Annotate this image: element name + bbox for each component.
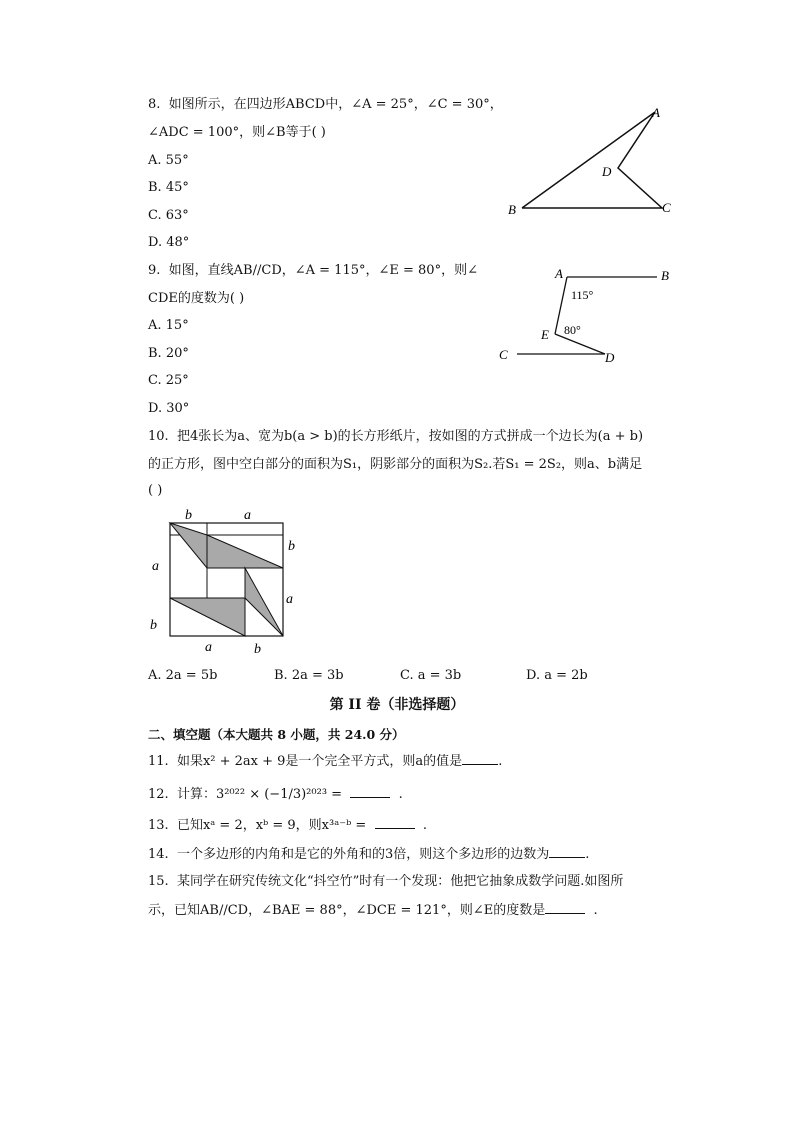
q8-line1 xyxy=(148,96,503,114)
q9-number: 9. xyxy=(148,263,161,278)
q8-option-d: D. 48° xyxy=(148,235,190,250)
q10-label-right-b: b xyxy=(288,539,295,554)
q10-label-top-b: b xyxy=(185,508,192,523)
q10-text-3: ( ) xyxy=(148,483,163,498)
q12-answer-blank[interactable] xyxy=(350,785,390,798)
q9-label-d: D xyxy=(605,350,615,365)
q13-number: 13. xyxy=(148,818,169,833)
q10-text-1: 把4张长为a、宽为b(a > b)的长方形纸片，按如图的方式拼成一个边长为(a + b) xyxy=(176,429,644,444)
q9-text-2: CDE的度数为( ) xyxy=(148,291,245,306)
q10-label-right-a: a xyxy=(286,592,293,607)
q8-label-a: A xyxy=(652,105,660,120)
q10-label-bottom-b: b xyxy=(254,642,261,657)
q10-label-left-b: b xyxy=(150,618,157,633)
q9-text-1: 如图，直线AB//CD，∠A = 115°，∠E = 80°，则∠ xyxy=(168,263,478,278)
q10-label-left-a: a xyxy=(152,559,159,574)
q10-figure xyxy=(140,500,310,660)
q14 xyxy=(148,845,589,864)
q12-number: 12. xyxy=(148,787,169,802)
q10-line1 xyxy=(148,428,643,446)
q11 xyxy=(148,752,502,771)
q15-text-1: 某同学在研究传统文化“抖空竹”时有一个发现：他把它抽象成数学问题.如图所 xyxy=(176,874,624,889)
q10-option-c: C. a = 3b xyxy=(400,668,462,683)
q10-shaded-triangle-1 xyxy=(170,523,207,568)
q9-label-a: A xyxy=(555,266,563,281)
q8-option-c: C. 63° xyxy=(148,208,189,223)
q9-option-a: A. 15° xyxy=(148,318,189,333)
q14-answer-blank[interactable] xyxy=(549,845,585,858)
q9-segment-ed xyxy=(555,334,605,354)
q11-period: . xyxy=(498,754,503,769)
q14-number: 14. xyxy=(148,847,169,862)
q9-option-c: C. 25° xyxy=(148,373,189,388)
q10-label-top-a: a xyxy=(244,508,251,523)
q8-option-a: A. 55° xyxy=(148,153,189,168)
q9-angle-a-label: 115° xyxy=(571,288,594,302)
q11-text: 如果x² + 2ax + 9是一个完全平方式，则a的值是 xyxy=(176,754,463,769)
q15-number: 15. xyxy=(148,874,169,889)
q11-answer-blank[interactable] xyxy=(462,752,498,765)
q9-label-b: B xyxy=(661,268,669,283)
q10-option-b: B. 2a = 3b xyxy=(274,668,344,683)
q14-period: . xyxy=(585,847,590,862)
q8-label-c: C xyxy=(662,200,671,215)
fill-in-heading: 二、填空题（本大题共 8 小题，共 24.0 分） xyxy=(148,727,405,742)
q13-text: 已知xᵃ = 2，xᵇ = 9，则x³ᵃ⁻ᵇ = xyxy=(176,818,367,833)
q10-shaded-triangle-4 xyxy=(170,598,245,636)
q12-period: . xyxy=(398,787,403,802)
q15-line1 xyxy=(148,873,623,891)
q10-label-bottom-a: a xyxy=(205,640,212,655)
q8-text-2: ∠ADC = 100°，则∠B等于( ) xyxy=(148,125,326,140)
q8-text-1: 如图所示，在四边形ABCD中，∠A = 25°，∠C = 30°， xyxy=(168,97,503,112)
q14-text: 一个多边形的内角和是它的外角和的3倍，则这个多边形的边数为 xyxy=(176,847,550,862)
q13-period: . xyxy=(422,818,428,833)
q15-line2 xyxy=(148,901,598,920)
q15-period: . xyxy=(593,903,598,918)
q11-number: 11. xyxy=(148,754,169,769)
section-2-title: 第 II 卷（非选择题） xyxy=(329,697,465,713)
q9-label-c: C xyxy=(499,347,508,362)
q12 xyxy=(148,785,403,804)
q10-shaded-triangle-2 xyxy=(207,535,283,568)
q8-option-b: B. 45° xyxy=(148,180,189,195)
q10-shaded-triangle-3 xyxy=(245,568,283,636)
q8-label-d: D xyxy=(602,164,612,179)
q10-number: 10. xyxy=(148,429,169,444)
q9-angle-e-label: 80° xyxy=(564,323,581,337)
q9-line1 xyxy=(148,262,478,280)
q9-figure xyxy=(495,262,685,372)
q10-option-a: A. 2a = 5b xyxy=(148,668,218,683)
q15-answer-blank[interactable] xyxy=(545,901,585,914)
q15-text-2: 示，已知AB//CD，∠BAE = 88°，∠DCE = 121°，则∠E的度数是 xyxy=(148,903,546,918)
q9-option-d: D. 30° xyxy=(148,401,190,416)
q12-text: 计算：3²⁰²² × (−1/3)²⁰²³ = xyxy=(176,787,343,802)
q8-quadrilateral xyxy=(522,112,662,208)
q13-answer-blank[interactable] xyxy=(375,816,415,829)
q8-figure xyxy=(500,100,690,225)
q8-label-b: B xyxy=(508,202,516,217)
q10-text-2: 的正方形，图中空白部分的面积为S₁，阴影部分的面积为S₂.若S₁ = 2S₂，则a、b满足 xyxy=(148,457,643,472)
q9-option-b: B. 20° xyxy=(148,346,189,361)
q13 xyxy=(148,816,427,835)
q10-option-d: D. a = 2b xyxy=(526,668,588,683)
q8-number: 8. xyxy=(148,97,161,112)
q9-label-e: E xyxy=(541,327,549,342)
